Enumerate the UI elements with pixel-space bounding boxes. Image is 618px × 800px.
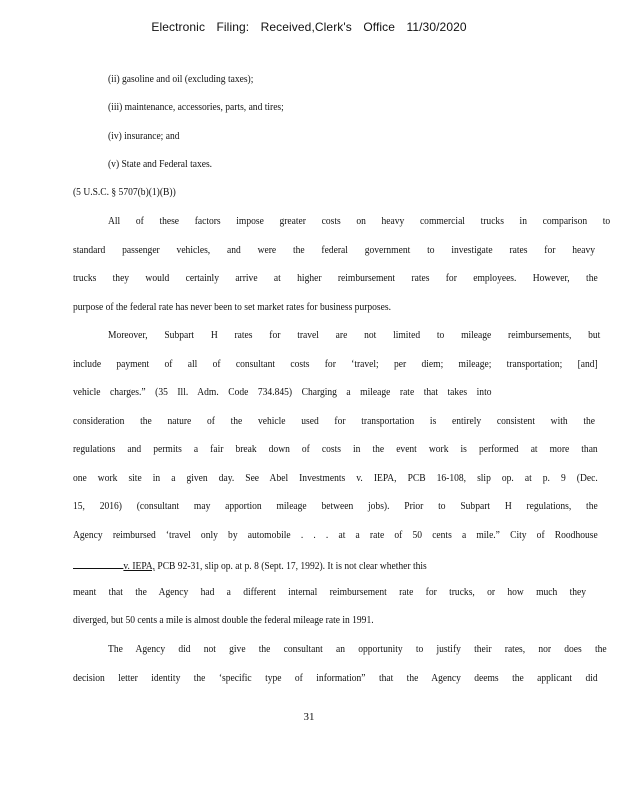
body-line: regulations and permits a fair break down of costs in the event work is performed at more than: [73, 444, 598, 455]
statute-citation: (5 U.S.C. § 5707(b)(1)(B)): [73, 187, 176, 198]
list-item: (v) State and Federal taxes.: [108, 159, 213, 170]
list-item: (iii) maintenance, accessories, parts, and tires;: [108, 102, 284, 113]
list-item: (ii) gasoline and oil (excluding taxes);: [108, 74, 254, 85]
body-line: 15, 2016) (consultant may apportion mileage between jobs). Prior to Subpart H regulations, the: [73, 501, 598, 512]
list-item: (iv) insurance; and: [108, 131, 180, 142]
body-line: include payment of all of consultant costs for ‘travel; per diem; mileage; transportation; [and]: [73, 359, 598, 370]
body-line: one work site in a given day. See Abel Investments v. IEPA, PCB 16-108, slip op. at p. 9 (Dec.: [73, 473, 598, 484]
body-line: Moreover, Subpart H rates for travel are not limited to mileage reimbursements, but: [108, 330, 601, 341]
body-line: standard passenger vehicles, and were the federal government to investigate rates for heavy: [73, 245, 595, 256]
case-name-continuation: v. IEPA,: [123, 561, 156, 572]
body-line: decision letter identity the ‘specific type of information” that the Agency deems the applicant did: [73, 673, 598, 684]
filing-header: Electronic Filing: Received,Clerk's Office 11/30/2020: [151, 20, 467, 34]
body-line: diverged, but 50 cents a mile is almost double the federal mileage rate in 1991.: [73, 615, 374, 626]
body-line: consideration the nature of the vehicle used for transportation is entirely consistent with the: [73, 416, 595, 427]
body-line: vehicle charges.” (35 Ill. Adm. Code 734.845) Charging a mileage rate that takes into: [73, 387, 492, 398]
body-line: Agency reimbursed ‘travel only by automobile . . . at a rate of 50 cents a mile.” City of Roodhouse: [73, 530, 598, 541]
citation-text: PCB 92-31, slip op. at p. 8 (Sept. 17, 1992). It is not clear whether this: [155, 561, 427, 572]
body-line: [73, 558, 427, 573]
body-line: The Agency did not give the consultant an opportunity to justify their rates, nor does the: [108, 644, 607, 655]
body-line: purpose of the federal rate has never been to set market rates for business purposes.: [73, 302, 391, 313]
body-line: meant that the Agency had a different internal reimbursement rate for trucks, or how much they: [73, 587, 586, 598]
page-number: 31: [303, 711, 315, 723]
body-line: All of these factors impose greater costs on heavy commercial trucks in comparison to: [108, 216, 611, 227]
body-line: trucks they would certainly arrive at higher reimbursement rates for employees. However, the: [73, 273, 598, 284]
